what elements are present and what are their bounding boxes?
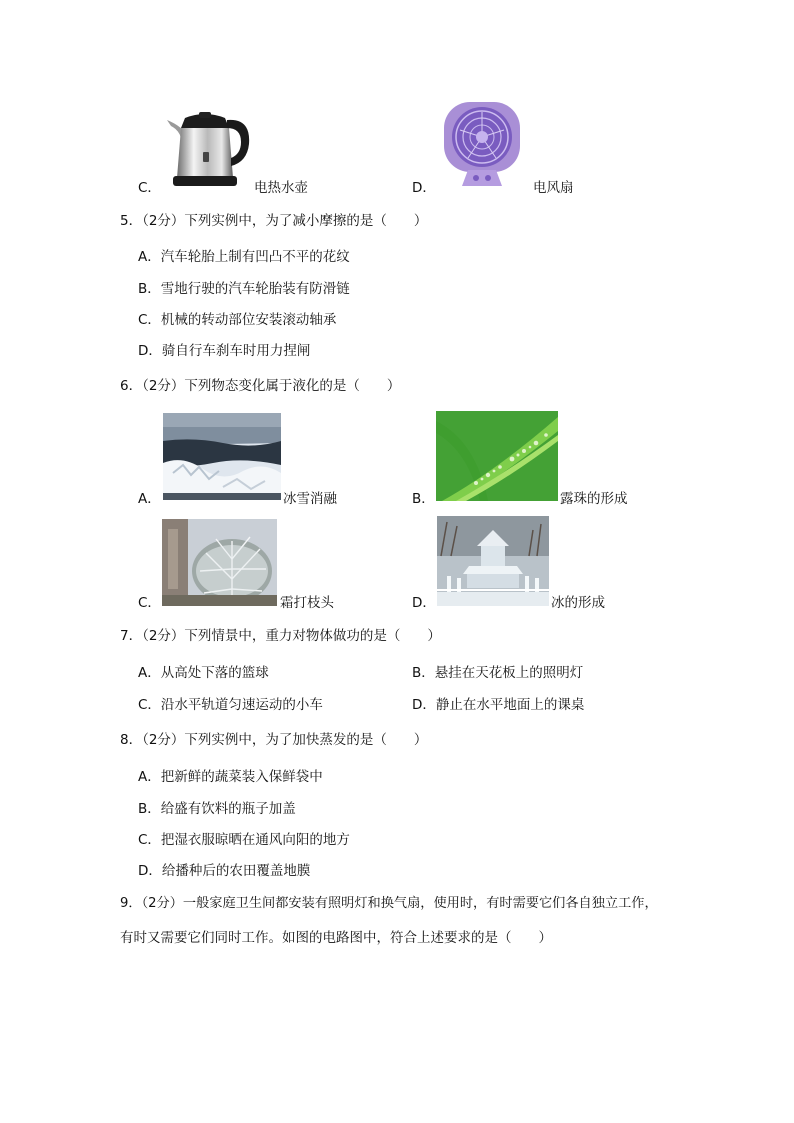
question-6-option-b-label: 露珠的形成: [560, 491, 628, 507]
question-8-option-b: B．给盛有饮料的瓶子加盖: [138, 801, 296, 817]
question-6-option-c-letter: C．: [138, 595, 161, 611]
question-6-stem: 6．（2分）下列物态变化属于液化的是（ ）: [120, 378, 401, 394]
question-6-option-d-letter: D．: [412, 595, 436, 611]
question-5-option-a: A．汽车轮胎上制有凹凸不平的花纹: [138, 249, 350, 265]
frost-on-branches-image: [162, 519, 277, 606]
question-6-option-c-label: 霜打枝头: [280, 595, 334, 611]
option-c-label: 电热水壶: [254, 180, 308, 196]
question-8-stem: 8．（2分）下列实例中，为了加快蒸发的是（ ）: [120, 732, 428, 748]
question-5-stem: 5．（2分）下列实例中，为了减小摩擦的是（ ）: [120, 213, 428, 229]
dew-drops-image: [436, 411, 558, 501]
question-6-option-a-letter: A．: [138, 491, 161, 507]
question-7-option-c: C．沿水平轨道匀速运动的小车: [138, 697, 323, 713]
question-9-stem-line-2: 有时又需要它们同时工作。如图的电路图中，符合上述要求的是（ ）: [120, 930, 552, 946]
question-6-option-d-label: 冰的形成: [551, 595, 605, 611]
option-c-letter: C．: [138, 180, 161, 196]
question-8-option-d: D．给播种后的农田覆盖地膜: [138, 863, 311, 879]
question-5-option-b: B．雪地行驶的汽车轮胎装有防滑链: [138, 281, 350, 297]
question-7-option-b: B．悬挂在天花板上的照明灯: [412, 665, 584, 681]
ice-snow-melting-image: [163, 413, 281, 500]
question-7-stem: 7．（2分）下列情景中，重力对物体做功的是（ ）: [120, 628, 441, 644]
question-5-option-d: D．骑自行车刹车时用力捏闸: [138, 343, 311, 359]
question-7-option-d: D．静止在水平地面上的课桌: [412, 697, 585, 713]
question-5-option-c: C．机械的转动部位安装滚动轴承: [138, 312, 337, 328]
question-6-option-a-label: 冰雪消融: [283, 491, 337, 507]
question-9-stem-line-1: 9．（2分）一般家庭卫生间都安装有照明灯和换气扇，使用时，有时需要它们各自独立工作，: [120, 896, 658, 911]
electric-kettle-image: [163, 108, 253, 190]
option-d-letter: D．: [412, 180, 436, 196]
question-8-option-c: C．把湿衣服晾晒在通风向阳的地方: [138, 832, 350, 848]
ice-sculpture-image: [437, 516, 549, 606]
question-6-option-b-letter: B．: [412, 491, 435, 507]
question-7-option-a: A．从高处下落的篮球: [138, 665, 269, 681]
electric-fan-image: [438, 100, 528, 190]
question-8-option-a: A．把新鲜的蔬菜装入保鲜袋中: [138, 769, 323, 785]
option-d-label: 电风扇: [533, 180, 574, 196]
